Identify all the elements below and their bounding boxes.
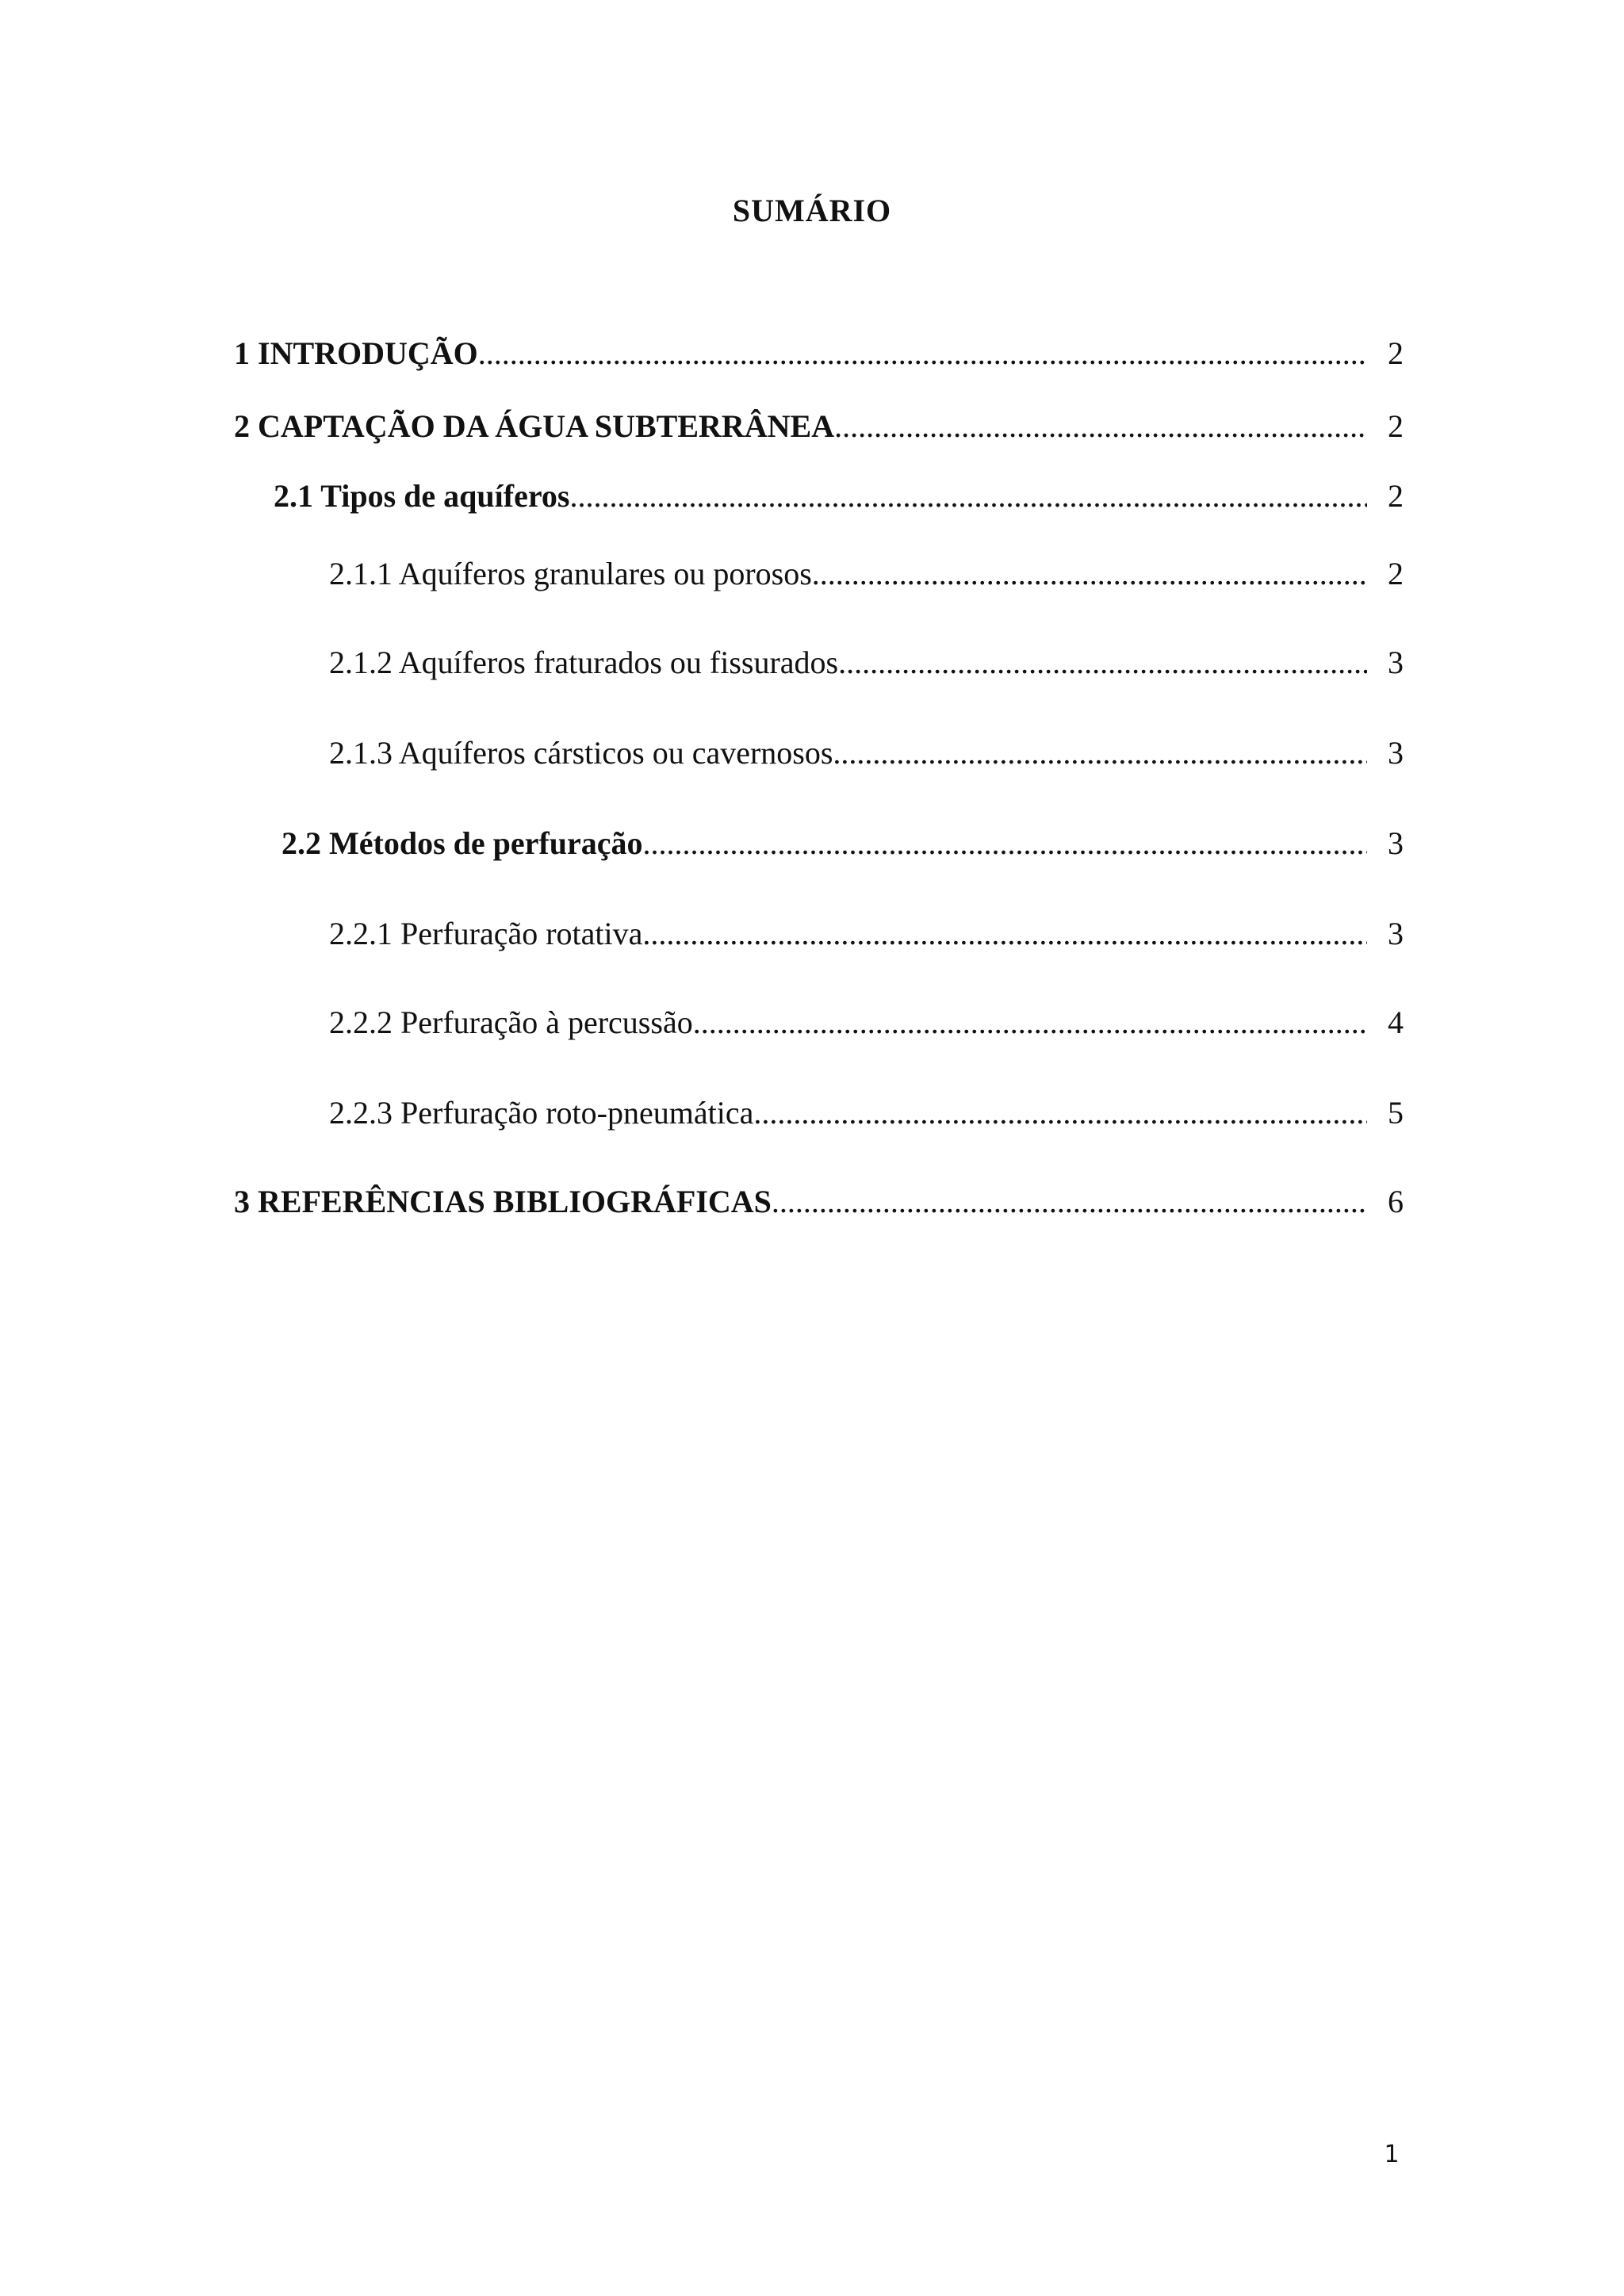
- dot-leader: [478, 331, 1367, 376]
- toc-entry-label: 1 INTRODUÇÃO: [234, 335, 478, 371]
- toc-entry-perfuracao-percussao[interactable]: [329, 1001, 1404, 1045]
- toc-entry-page: 4: [1388, 1004, 1404, 1040]
- toc-entry-page: 3: [1388, 916, 1404, 951]
- toc-entry-page: 3: [1388, 825, 1404, 861]
- toc-entry-page: 5: [1388, 1095, 1404, 1131]
- toc-entry-aquiferos-carsticos[interactable]: [329, 731, 1404, 775]
- toc-entry-page: 6: [1388, 1184, 1404, 1219]
- dot-leader: [642, 912, 1367, 956]
- dot-leader: [834, 404, 1367, 449]
- toc-entry-label: 2.1.2 Aquíferos fraturados ou fissurados: [329, 645, 839, 680]
- dot-leader: [569, 474, 1367, 519]
- toc-entry-aquiferos-granulares[interactable]: [329, 552, 1404, 596]
- toc-entry-label: 2.2 Métodos de perfuração: [282, 825, 643, 861]
- dot-leader: [642, 821, 1367, 866]
- toc-entry-perfuracao-rotativa[interactable]: [329, 912, 1404, 956]
- toc-entry-label: 2.2.3 Perfuração roto-pneumática: [329, 1095, 754, 1131]
- toc-entry-perfuracao-roto-pneumatica[interactable]: [329, 1091, 1404, 1135]
- dot-leader: [772, 1180, 1367, 1224]
- toc-entry-label: 2 CAPTAÇÃO DA ÁGUA SUBTERRÂNEA: [234, 408, 835, 444]
- toc-entry-page: 2: [1388, 478, 1404, 514]
- toc-entry-tipos-aquiferos[interactable]: [274, 474, 1404, 519]
- page-title: SUMÁRIO: [732, 193, 892, 228]
- toc-entry-label: 2.1 Tipos de aquíferos: [274, 478, 570, 514]
- toc-entry-label: 2.2.1 Perfuração rotativa: [329, 916, 643, 951]
- toc-entry-page: 3: [1388, 735, 1404, 771]
- toc-entry-page: 2: [1388, 556, 1404, 591]
- dot-leader: [753, 1091, 1367, 1135]
- toc-entry-label: 3 REFERÊNCIAS BIBLIOGRÁFICAS: [234, 1184, 772, 1219]
- toc-entry-introducao[interactable]: [234, 331, 1404, 376]
- toc-entry-page: 2: [1388, 408, 1404, 444]
- toc-entry-label: 2.2.2 Perfuração à percussão: [329, 1004, 693, 1040]
- dot-leader: [838, 641, 1367, 685]
- toc-entry-label: 2.1.1 Aquíferos granulares ou porosos: [329, 556, 812, 591]
- toc-entry-referencias[interactable]: [234, 1180, 1404, 1224]
- toc-entry-page: 2: [1388, 335, 1404, 371]
- dot-leader: [833, 731, 1367, 775]
- toc-entry-aquiferos-fraturados[interactable]: [329, 641, 1404, 685]
- dot-leader: [693, 1001, 1367, 1045]
- toc-entry-label: 2.1.3 Aquíferos cársticos ou cavernosos: [329, 735, 833, 771]
- toc-entry-page: 3: [1388, 645, 1404, 680]
- dot-leader: [812, 552, 1367, 596]
- page-number: 1: [1384, 2141, 1400, 2168]
- toc-entry-captacao[interactable]: [234, 404, 1404, 449]
- toc-entry-metodos-perfuracao[interactable]: [282, 821, 1404, 866]
